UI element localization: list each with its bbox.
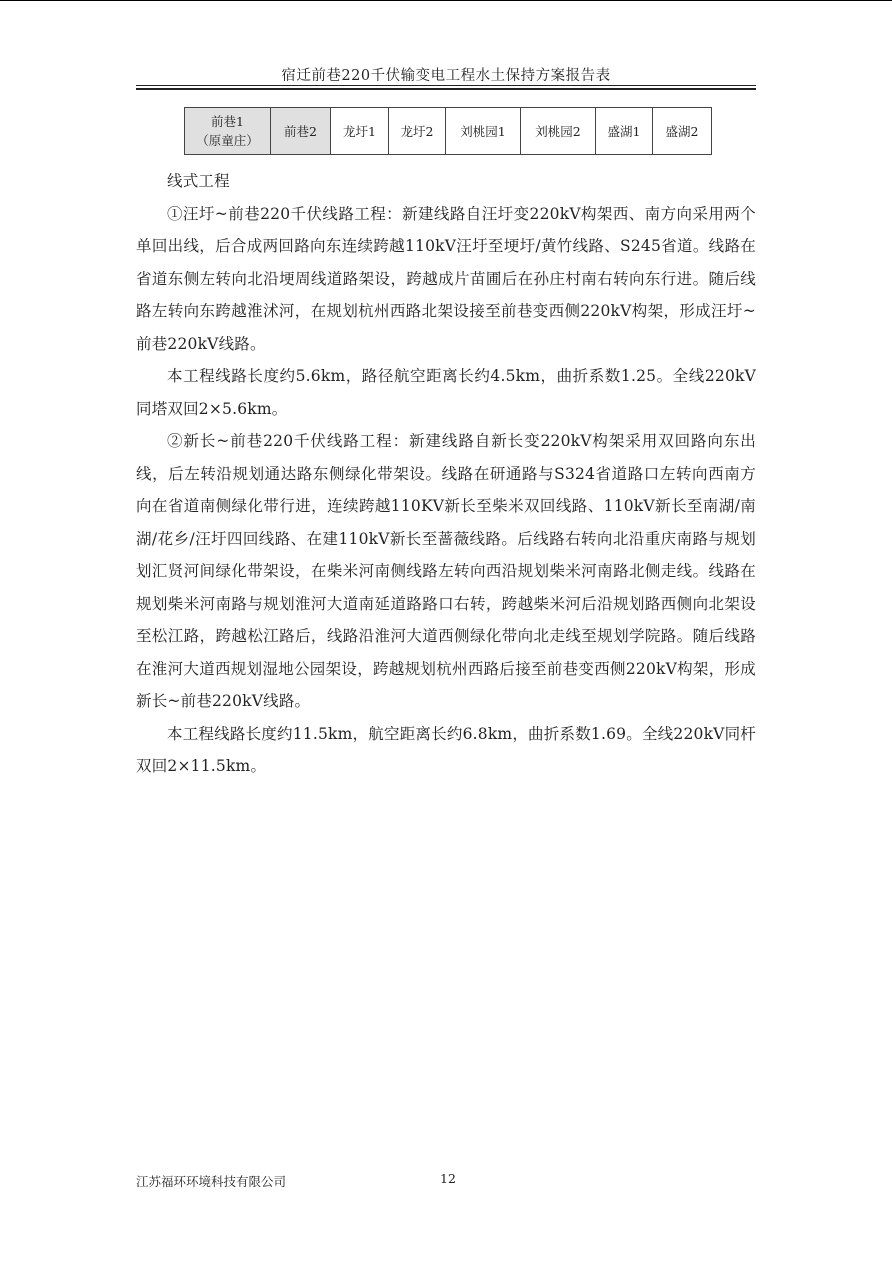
cell-label: 龙圩1 bbox=[343, 123, 376, 139]
table-cell-shenghu-1 bbox=[596, 108, 653, 155]
cell-label: 盛湖1 bbox=[607, 123, 641, 139]
paragraph-wangwei-stats: 本工程线路长度约5.6km，路径航空距离长约4.5km，曲折系数1.25。全线220kV同塔双回2×5.6km。 bbox=[136, 367, 756, 418]
footer-company: 江苏福环环境科技有限公司 bbox=[136, 1174, 287, 1189]
table-cell-longwei-1 bbox=[331, 108, 389, 155]
body-content bbox=[136, 165, 756, 783]
section-label: 线式工程 bbox=[167, 172, 230, 190]
site-table bbox=[184, 107, 712, 155]
table-cell-longwei-2 bbox=[389, 108, 446, 155]
table-cell-liutaoyuan-1 bbox=[446, 108, 521, 155]
table-cell-qianxiang-1 bbox=[185, 108, 271, 155]
header-rule-thin bbox=[136, 85, 756, 86]
table-row bbox=[185, 108, 712, 155]
paragraph-wangwei-line: ①汪圩~前巷220千伏线路工程：新建线路自汪圩变220kV构架西、南方向采用两个单回出线，后合成两回路向东连续跨越110kV汪圩至埂圩/黄竹线路、S245省道。线路在省道东侧左转向北沿埂周线道路架设，跨越成片苗圃后在孙庄村南右转向东行进。随后线路左转向东跨越淮沭河，在规划杭州西路北架设接至前巷变西侧220kV构架，形成汪圩~前巷220kV线路。 bbox=[136, 204, 756, 353]
table-cell-shenghu-2 bbox=[653, 108, 712, 155]
top-border bbox=[0, 0, 892, 1]
table-cell-liutaoyuan-2 bbox=[521, 108, 596, 155]
cell-label: 盛湖2 bbox=[665, 123, 699, 139]
cell-label: 龙圩2 bbox=[400, 123, 434, 139]
page-header-title: 宿迁前巷220千伏输变电工程水土保持方案报告表 bbox=[281, 68, 611, 84]
header-rule-thick bbox=[136, 88, 756, 90]
cell-line-1: 前巷1 bbox=[211, 114, 244, 129]
table-cell-qianxiang-2 bbox=[271, 108, 331, 155]
cell-label: 前巷2 bbox=[284, 123, 317, 139]
cell-line-2: （原童庄） bbox=[196, 133, 259, 148]
cell-label: 刘桃园2 bbox=[535, 123, 581, 139]
cell-label: 刘桃园1 bbox=[460, 123, 506, 139]
page-number: 12 bbox=[440, 1171, 456, 1186]
paragraph-xinchang-line: ②新长~前巷220千伏线路工程：新建线路自新长变220kV构架采用双回路向东出线，后左转沿规划通达路东侧绿化带架设。线路在研通路与S324省道路口左转向西南方向在省道南侧绿化带行进，连续跨越110KV新长至柴米双回线路、110kV新长至南湖/南湖/花乡/汪圩四回线路、在建110kV新长至蔷薇线路。后线路右转向北沿重庆南路与规划划汇贤河间绿化带架设，在柴米河南侧线路左转向西沿规划柴米河南路北侧走线。线路在规划柴米河南路与规划淮河大道南延道路路口右转，跨越柴米河后沿规划路西侧向北架设至松江路，跨越松江路后，线路沿淮河大道西侧绿化带向北走线至规划学院路。随后线路在淮河大道西规划湿地公园架设，跨越规划杭州西路后接至前巷变西侧220kV构架，形成新长~前巷220kV线路。 bbox=[136, 432, 756, 710]
paragraph-xinchang-stats: 本工程线路长度约11.5km，航空距离长约6.8km，曲折系数1.69。全线220kV同杆双回2×11.5km。 bbox=[136, 724, 756, 775]
